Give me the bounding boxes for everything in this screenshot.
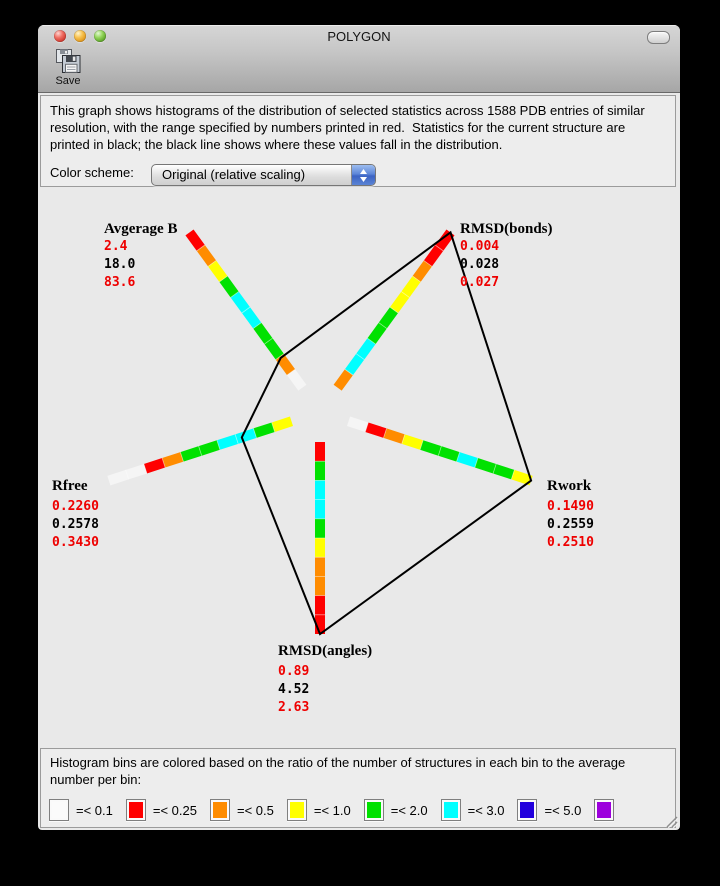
titlebar[interactable] <box>38 25 680 47</box>
legend-item-purple <box>594 799 614 821</box>
legend-label-cyan: =< 3.0 <box>467 802 505 818</box>
histogram-bar-rwork <box>347 417 533 486</box>
axis-value: 4.52 <box>278 682 310 697</box>
axis-value: 0.028 <box>460 257 500 272</box>
axis-value: 18.0 <box>104 257 136 272</box>
description-text: This graph shows histograms of the distribution of selected statistics across 1588 PDB entries of similar resolution, with the range specified by numbers printed in red. Statistics for the current structure are printed in black; the black line shows where these values fall in the distribution. <box>50 103 649 152</box>
axis-value: 2.63 <box>278 700 310 715</box>
save-button[interactable] <box>46 48 90 91</box>
legend-label-blue: =< 5.0 <box>544 802 582 818</box>
histogram-bar-rmsd-bonds- <box>334 229 455 390</box>
axis-value: 0.2578 <box>52 517 99 532</box>
legend-swatch-white <box>49 799 69 821</box>
save-button-label: Save <box>55 75 81 87</box>
axis-title: Rwork <box>547 478 592 494</box>
polygon-window <box>38 25 680 830</box>
legend-label-yellow: =< 1.0 <box>313 802 351 818</box>
legend-item-red <box>126 799 197 821</box>
histogram-bar-rmsd-angles- <box>315 442 325 634</box>
legend-swatch-purple <box>594 799 614 821</box>
legend-swatch-green <box>364 799 384 821</box>
legend-label-red: =< 0.25 <box>152 802 197 818</box>
legend-label-orange: =< 0.5 <box>236 802 274 818</box>
axis-title: RMSD(angles) <box>278 643 373 659</box>
legend-panel <box>40 748 676 828</box>
histogram-bar-rfree <box>107 417 293 486</box>
color-scheme-row <box>50 161 134 183</box>
axis-title: Avgerage B <box>104 221 178 237</box>
legend-swatch-blue <box>517 799 537 821</box>
legend-item-cyan <box>441 799 505 821</box>
legend-swatch-orange <box>210 799 230 821</box>
axis-value: 0.89 <box>278 664 310 679</box>
legend-caption: Histogram bins are colored based on the ratio of the number of structures in each bin to the average number per bin: <box>50 755 629 787</box>
polygon-plot-svg <box>38 187 680 747</box>
color-scheme-label: Color scheme: <box>50 164 134 180</box>
histogram-bar-avgerage-b <box>185 229 306 390</box>
legend-swatch-cyan <box>441 799 461 821</box>
axis-value: 0.004 <box>460 239 500 254</box>
legend-item-white <box>49 799 113 821</box>
legend-row <box>49 799 627 821</box>
toolbar-toggle-button[interactable] <box>647 31 670 44</box>
axis-value: 83.6 <box>104 275 136 290</box>
legend-item-orange <box>210 799 274 821</box>
axis-value: 0.2559 <box>547 517 594 532</box>
axis-value: 2.4 <box>104 239 128 254</box>
toolbar <box>38 47 680 92</box>
axis-title: Rfree <box>52 478 88 494</box>
polygon-plot <box>38 187 680 747</box>
legend-label-white: =< 0.1 <box>76 802 113 818</box>
save-icon <box>55 48 82 75</box>
axis-value: 0.3430 <box>52 535 99 550</box>
axis-title: RMSD(bonds) <box>460 221 553 237</box>
legend-item-green <box>364 799 428 821</box>
axis-value: 0.1490 <box>547 499 594 514</box>
legend-swatch-yellow <box>287 799 307 821</box>
dropdown-arrows-icon <box>351 165 375 185</box>
legend-swatch-red <box>126 799 146 821</box>
legend-item-blue <box>517 799 581 821</box>
window-title: POLYGON <box>327 29 391 44</box>
color-scheme-dropdown[interactable] <box>151 164 376 186</box>
description-panel <box>40 95 676 187</box>
resize-grip[interactable] <box>664 814 678 828</box>
legend-item-yellow <box>287 799 351 821</box>
color-scheme-selected-value: Original (relative scaling) <box>162 167 306 182</box>
axis-value: 0.027 <box>460 275 500 290</box>
axis-value: 0.2260 <box>52 499 99 514</box>
legend-label-green: =< 2.0 <box>390 802 428 818</box>
axis-value: 0.2510 <box>547 535 594 550</box>
window-chrome <box>38 25 680 93</box>
